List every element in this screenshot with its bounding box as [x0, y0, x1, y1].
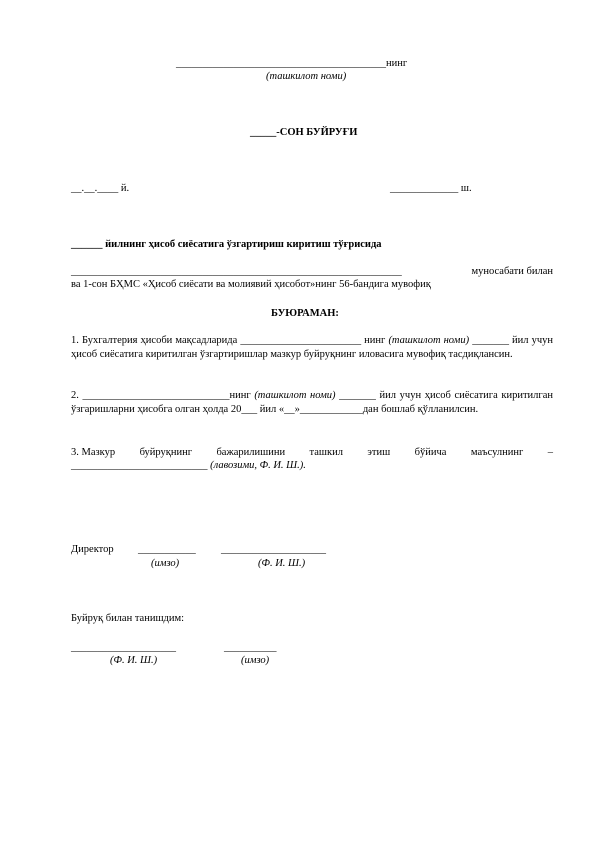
place-line: _____________ ш. [390, 183, 472, 194]
director-sign-blank: ___________ [138, 544, 196, 555]
order-item-1 [71, 334, 553, 362]
director-name-blank: ____________________ [221, 544, 326, 555]
director-name-caption: (Ф. И. Ш.) [258, 558, 306, 569]
basis-blank: _______________________________________________________________ [71, 266, 402, 277]
item-3-caption: (лавозими, Ф. И. Ш.). [210, 460, 306, 471]
item-3-word: маъсулнинг [470, 447, 524, 458]
item-3-word: – [547, 447, 553, 458]
item-3-word: бўйича [414, 447, 447, 458]
item-3-word: этиш [367, 447, 391, 458]
director-label: Директор [71, 544, 114, 555]
org-name-caption: (ташкилот номи) [266, 71, 347, 82]
order-word: БУЮРАМАН: [271, 308, 339, 319]
item-3-word: 3. Мазкур [71, 447, 116, 458]
item-3-word: ташкил [309, 447, 343, 458]
basis-end: муносабати билан [471, 266, 553, 277]
order-item-3-line-2 [71, 460, 306, 472]
acknowledge-name-caption: (Ф. И. Ш.) [110, 655, 158, 666]
item-3-word: буйруқнинг [139, 447, 193, 458]
item-3-word: бажарилишини [216, 447, 286, 458]
acknowledge-name-blank: ____________________ [71, 642, 176, 653]
item-3-blank: __________________________ [71, 460, 211, 471]
acknowledge-sign-caption: (имзо) [241, 655, 270, 666]
order-item-2 [71, 389, 553, 417]
date-line: __.__.____ й. [71, 183, 130, 194]
document-title: _____-СОН БУЙРУҒИ [250, 127, 358, 138]
basis-line-1 [71, 266, 553, 278]
org-name-line: ________________________________________нинг [176, 58, 408, 69]
item-1-rest: _______ йил учун ҳисоб сиёсатига киритилган ўзгартиришлар мазкур буйруқнинг иловасига мувофиқ тасдиқлансин. [71, 335, 553, 360]
order-item-3-line-1 [71, 447, 553, 459]
acknowledge-sign-blank: __________ [224, 642, 277, 653]
basis-line-2: ва 1-сон БҲМС «Ҳисоб сиёсати ва молиявий ҳисобот»нинг 56-бандига мувофиқ [71, 279, 431, 290]
item-2-start: 2. ____________________________нинг [71, 390, 255, 401]
order-subject: ______ йилнинг ҳисоб сиёсатига ўзгартириш киритиш тўғрисида [71, 239, 382, 250]
item-2-rest: _______ йил учун ҳисоб сиёсатига киритилган ўзгаришларни ҳисобга олган ҳолда 20___ йил «__»____________дан бошлаб қўлланилсин. [71, 390, 554, 415]
item-2-org-caption: (ташкилот номи) [254, 390, 336, 401]
item-1-org-caption: (ташкилот номи) [388, 335, 470, 346]
director-sign-caption: (имзо) [151, 558, 180, 569]
item-1-start: 1. Бухгалтерия ҳисоби мақсадларида _______________________ нинг [71, 335, 389, 346]
acknowledge-label: Буйруқ билан танишдим: [71, 613, 185, 624]
